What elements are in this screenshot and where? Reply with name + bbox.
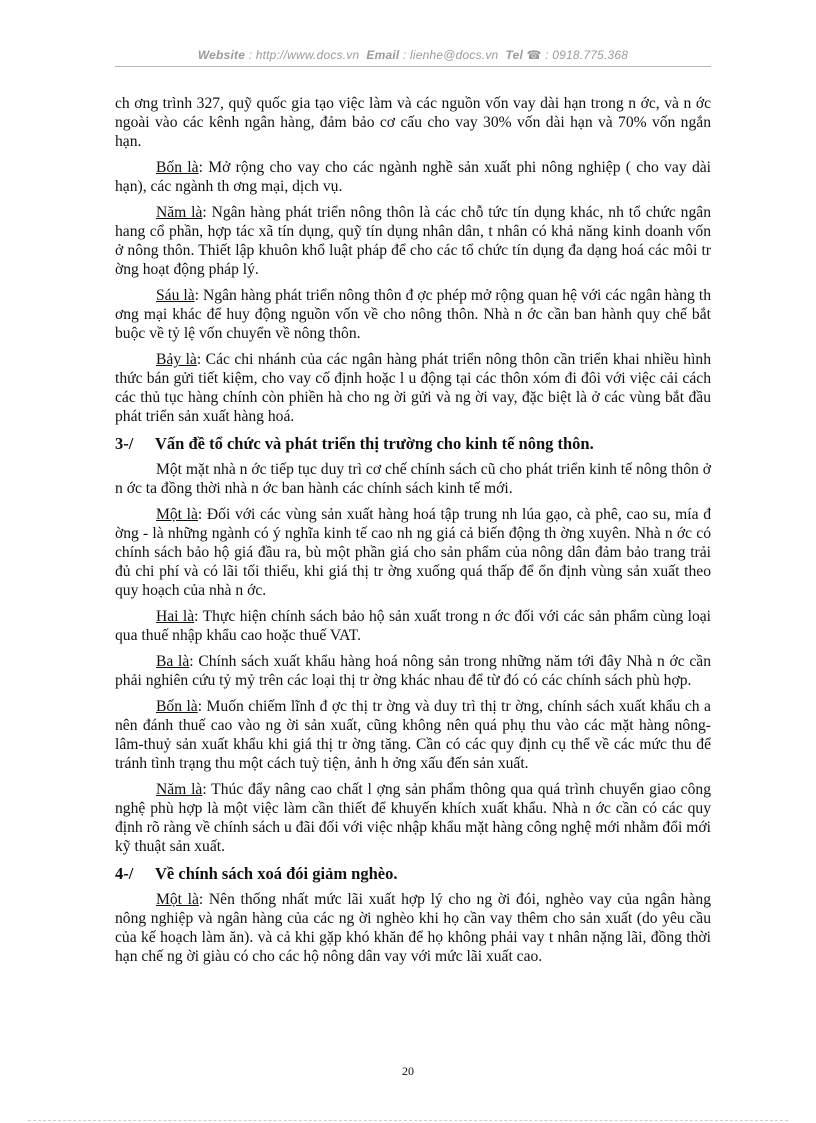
paragraph: Ba là: Chính sách xuất khẩu hàng hoá nông sản trong những năm tới đây Nhà n ớc cần phải nghiên cứu tỷ mỷ trên các loại thị tr ờng khác nhau để từ đó có các chính sách phù hợp.	[115, 653, 711, 689]
page-number: 20	[402, 1064, 414, 1078]
section-heading	[115, 434, 711, 454]
tel-number: ☎ : 0918.775.368	[526, 48, 629, 62]
paragraph: Bốn là: Mở rộng cho vay cho các ngành nghề sản xuất phi nông nghiệp ( cho vay dài hạn), các ngành th ơng mại, dịch vụ.	[115, 159, 711, 195]
paragraph-lead: Một là	[156, 506, 198, 523]
paragraph-lead: Năm là	[156, 781, 203, 798]
paragraph-lead: Hai là	[156, 608, 195, 625]
paragraph: ch ơng trình 327, quỹ quốc gia tạo việc làm và các nguồn vốn vay dài hạn trong n ớc, và n ớc ngoài vào các kênh ngân hàng, đảm bảo cơ cấu cho vay 30% vốn dài hạn và 70% vốn ngắn hạn.	[115, 95, 711, 150]
paragraph: Năm là: Thúc đẩy nâng cao chất l ợng sản phẩm thông qua quá trình chuyển giao công nghệ phù hợp là một việc làm cần thiết để khuyến khích xuất khẩu. Nhà n ớc cần có các quy định rõ ràng về chính sách u đãi đối với việc nhập khẩu mặt hàng công nghệ mới nhằm đổi mới kỹ thuật sản xuất.	[115, 781, 711, 855]
email-address[interactable]: : lienhe@docs.vn	[402, 48, 499, 62]
section-heading	[115, 864, 711, 884]
paragraph: Một mặt nhà n ớc tiếp tục duy trì cơ chế chính sách cũ cho phát triển kinh tế nông thôn ở n ớc ta đồng thời nhà n ớc ban hành các chính sách kinh tế mới.	[115, 461, 711, 497]
document-body	[115, 94, 711, 973]
paragraph: Năm là: Ngân hàng phát triển nông thôn là các chỗ tức tín dụng khác, nh tổ chức ngân hang cổ phần, hợp tác xã tín dụng, quỹ tín dụng nhân dân, t nhân có khả năng kinh doanh vốn ở nông thôn. Thiết lập khuôn khổ luật pháp để cho các tổ chức tín dụng đa dạng hoá các môi tr ờng hoạt động pháp lý.	[115, 204, 711, 278]
paragraph-lead: Sáu là	[156, 287, 195, 304]
tel-label: Tel	[505, 48, 523, 62]
paragraph: Sáu là: Ngân hàng phát triển nông thôn đ ợc phép mở rộng quan hệ với các ngân hàng th ơng mại khác để huy động nguồn vốn về cho nông thôn. Nhà n ớc cần ban hành quy chế bắt buộc về tỷ lệ vốn chuyển về nông thôn.	[115, 287, 711, 342]
paragraph: Hai là: Thực hiện chính sách bảo hộ sản xuất trong n ớc đối với các sản phẩm cùng loại qua thuế nhập khẩu cao hoặc thuế VAT.	[115, 608, 711, 644]
paragraph-lead: Bảy là	[156, 351, 197, 368]
section-title: Vấn đề tổ chức và phát triển thị trường cho kinh tế nông thôn.	[155, 434, 594, 453]
section-number: 3-/	[115, 434, 134, 453]
section-title: Về chính sách xoá đói giảm nghèo.	[155, 864, 398, 883]
website-url[interactable]: : http://www.docs.vn	[248, 48, 360, 62]
paragraph-lead: Năm là	[156, 204, 203, 221]
website-label: Website	[197, 48, 246, 62]
paragraph-lead: Ba là	[156, 653, 190, 670]
paragraph: Một là: Đối với các vùng sản xuất hàng hoá tập trung nh lúa gạo, cà phê, cao su, mía đ ờng - là những ngành có ý nghĩa kinh tế cao nh ng giá cả biến động th ờng xuyên. Nhà n ớc có chính sách bảo hộ giá đầu ra, bù một phần giá cho sản phẩm của nông dân đảm bảo trang trải đủ chi phí và có lãi tối thiểu, khi giá thị tr ờng xuống quá thấp để ổn định vùng sản xuất theo quy hoạch của nhà n ớc.	[115, 506, 711, 599]
section-number: 4-/	[115, 864, 134, 883]
header-divider	[115, 66, 711, 67]
paragraph: Một là: Nên thống nhất mức lãi xuất hợp lý cho ng ời đói, nghèo vay của ngân hàng nông nghiệp và ngân hàng của các ng ời nghèo khi họ cần vay thêm cho sản xuất (do yêu cầu của kế hoạch làm ăn). và cả khi gặp khó khăn để họ không phải vay t nhân nặng lãi, đồng thời hạn chế ng ời giàu có cho các hộ nông dân vay với mức lãi xuất cao.	[115, 891, 711, 965]
email-label: Email	[366, 48, 400, 62]
paragraph: Bảy là: Các chi nhánh của các ngân hàng phát triển nông thôn cần triển khai nhiều hình thức bán gửi tiết kiệm, cho vay cố định hoặc l u động tại các thôn xóm đi đôi với việc cải cách các thủ tục hàng chính còn phiền hà cho ng ời gửi và ng ời vay, đặc biệt là ở các vùng bắt đầu phát triển sản xuất hàng hoá.	[115, 351, 711, 425]
paragraph-lead: Bốn là	[156, 698, 198, 715]
footer-divider	[28, 1120, 788, 1121]
paragraph: Bốn là: Muốn chiếm lĩnh đ ợc thị tr ờng và duy trì thị tr ờng, chính sách xuất khẩu ch a nên đánh thuế cao vào ng ời sản xuất, cũng không nên quá phụ thu vào các mặt hàng nông-lâm-thuỷ sản xuất khẩu khi giá thị tr ờng tăng. Cần có các quy định cụ thể về các mức thu để tránh tình trạng thu một cách tuỳ tiện, ảnh h ởng xấu đến sản xuất.	[115, 698, 711, 772]
paragraph-lead: Một là	[156, 891, 199, 908]
paragraph-lead: Bốn là	[156, 159, 199, 176]
page-header	[115, 48, 711, 62]
